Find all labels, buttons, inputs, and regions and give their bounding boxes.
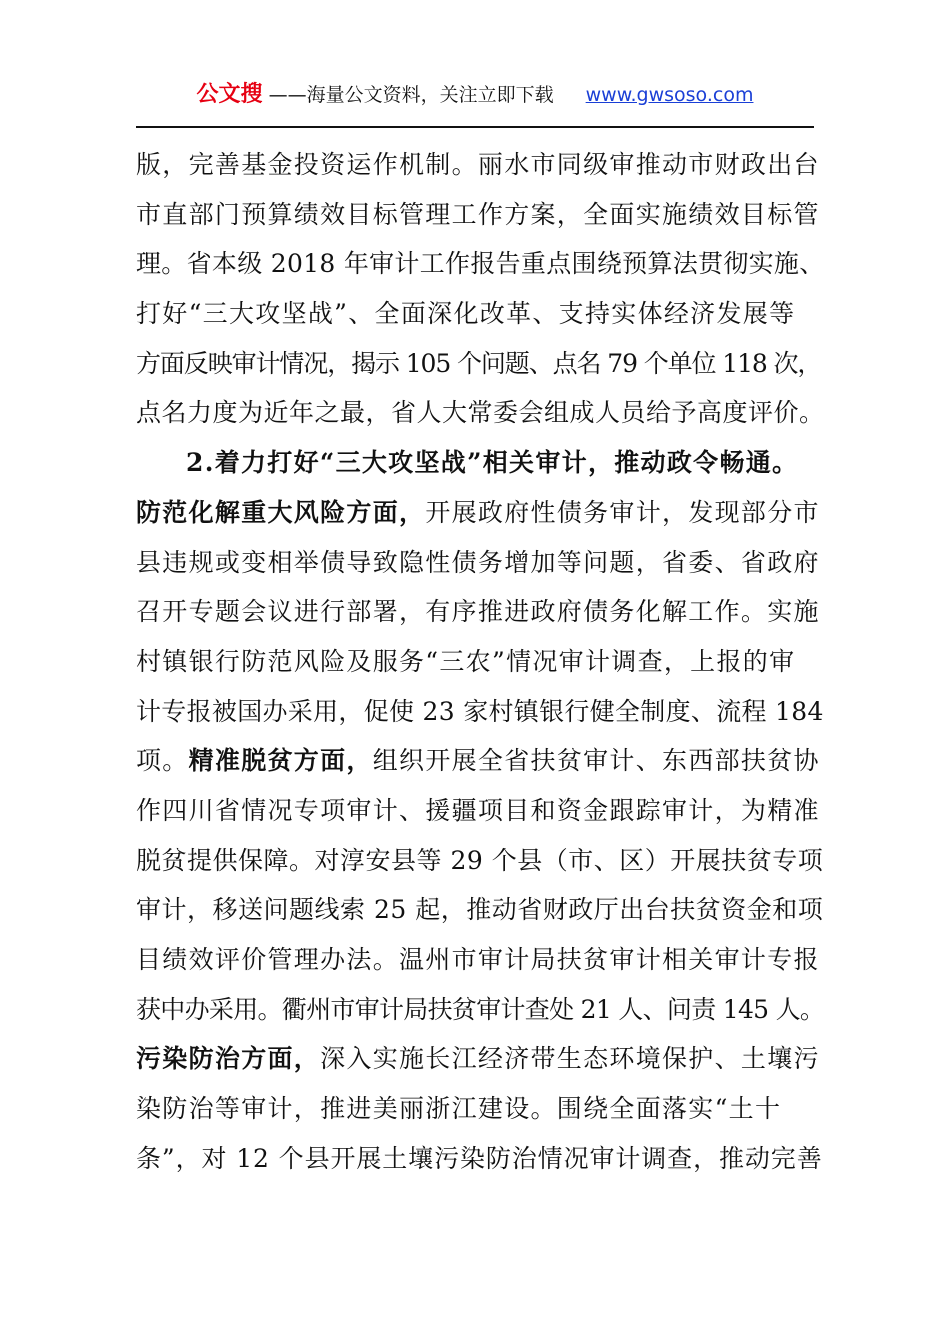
text-line <box>136 736 826 786</box>
text-run: 打好“三大攻坚战”、全面深化改革、支持实体经济发展等 <box>136 299 796 329</box>
text-run: 开展政府性债务审计，发现部分市 <box>425 497 820 527</box>
text-line <box>136 935 826 985</box>
text-run: 计专报被国办采用，促使 23 家村镇银行健全制度、流程 184 <box>136 696 824 726</box>
header-divider <box>136 126 814 128</box>
text-line <box>136 1034 826 1084</box>
text-line <box>136 388 826 438</box>
text-line <box>136 1084 826 1134</box>
text-line <box>136 836 826 886</box>
text-line <box>136 190 826 240</box>
text-run: 项。 <box>136 746 189 776</box>
text-run: 获中办采用。衢州市审计局扶贫审计查处 21 人、问责 145 人。 <box>136 994 825 1024</box>
section-heading-text: 2.着力打好“三大攻坚战”相关审计，推动政令畅通。 <box>186 448 799 478</box>
text-run: 作四川省情况专项审计、援疆项目和资金跟踪审计，为精准 <box>136 795 820 825</box>
subsection-label: 污染防治方面， <box>136 1044 321 1074</box>
text-line <box>136 239 826 289</box>
text-line <box>136 687 826 737</box>
text-line <box>136 786 826 836</box>
text-run: 目绩效评价管理办法。温州市审计局扶贫审计相关审计专报 <box>136 945 820 974</box>
text-line <box>136 538 826 588</box>
text-line <box>136 140 826 190</box>
text-line <box>136 488 826 538</box>
text-run: 县违规或变相举债导致隐性债务增加等问题，省委、省政府 <box>136 547 820 577</box>
text-line <box>136 885 826 935</box>
text-line <box>136 985 826 1035</box>
text-run: 深入实施长江经济带生态环境保护、土壤污 <box>320 1044 820 1074</box>
text-run: 村镇银行防范风险及服务“三农”情况审计调查，上报的审 <box>136 646 796 676</box>
text-line <box>136 637 826 687</box>
text-line <box>136 1134 826 1184</box>
text-run: 方面反映审计情况，揭示 105 个问题、点名 79 个单位 118 次， <box>136 348 822 378</box>
text-run: 版，完善基金投资运作机制。丽水市同级审推动市财政出台 <box>136 150 820 179</box>
text-run: 脱贫提供保障。对淳安县等 29 个县（市、区）开展扶贫专项 <box>136 845 824 875</box>
page-header <box>0 80 950 110</box>
header-slogan: ——海量公文资料，关注立即下载 <box>268 84 554 106</box>
text-line <box>136 289 826 339</box>
text-run: 市直部门预算绩效目标管理工作方案，全面实施绩效目标管 <box>136 199 820 229</box>
text-run: 组织开展全省扶贫审计、东西部扶贫协 <box>372 746 820 776</box>
text-run: 召开专题会议进行部署，有序推进政府债务化解工作。实施 <box>136 597 820 627</box>
text-line <box>136 339 826 389</box>
text-run: 点名力度为近年之最，省人大常委会组成人员给予高度评价。 <box>136 398 825 428</box>
text-run: 条”，对 12 个县开展土壤污染防治情况审计调查，推动完善 <box>136 1143 823 1173</box>
site-link[interactable]: www.gwsoso.com <box>585 84 754 106</box>
subsection-label: 防范化解重大风险方面， <box>136 497 426 527</box>
text-run: 染防治等审计，推进美丽浙江建设。围绕全面落实“土十 <box>136 1094 782 1124</box>
text-run: 审计，移送问题线索 25 起，推动省财政厅出台扶贫资金和项 <box>136 895 824 925</box>
subsection-label: 精准脱贫方面， <box>188 746 373 776</box>
brand-name[interactable]: 公文搜 <box>196 82 263 107</box>
text-run: 理。省本级 2018 年审计工作报告重点围绕预算法贯彻实施、 <box>136 249 825 279</box>
text-line <box>136 587 826 637</box>
section-heading <box>136 438 826 488</box>
document-body <box>136 140 826 1183</box>
